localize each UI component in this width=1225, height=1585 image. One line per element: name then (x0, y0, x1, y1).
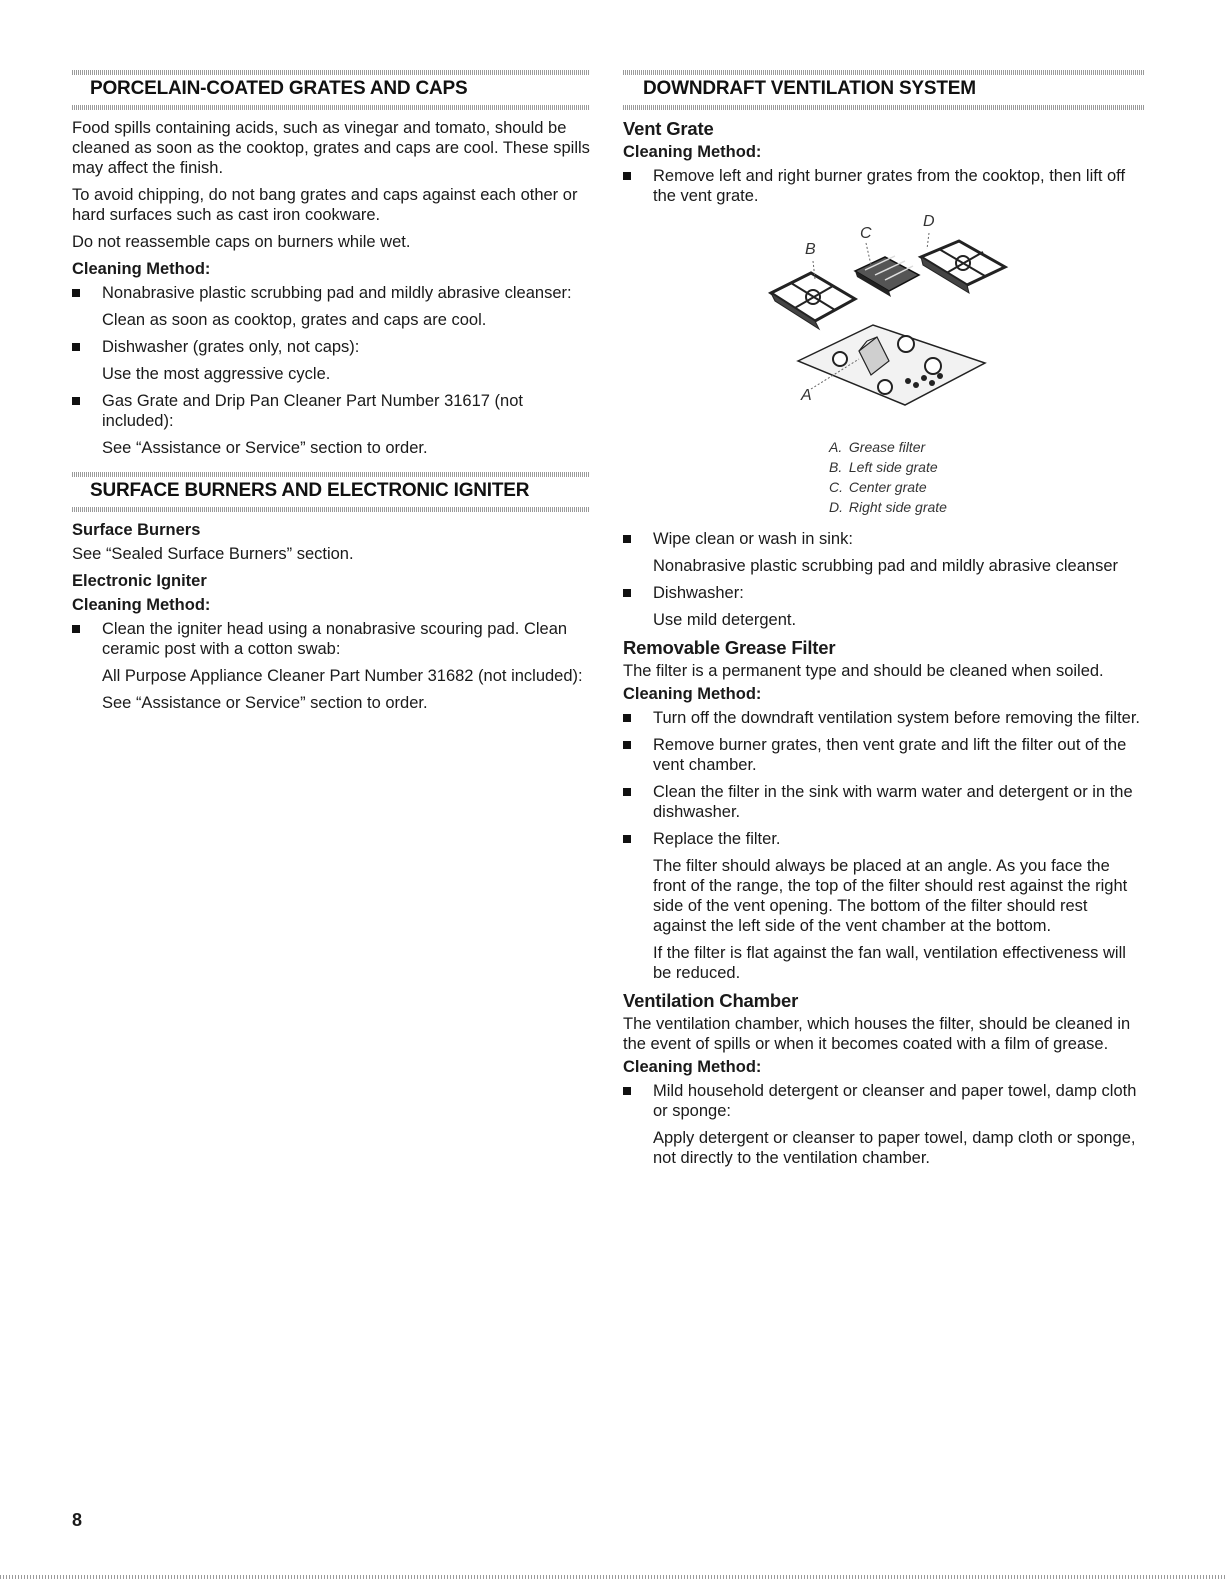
downdraft-figure (623, 213, 1145, 429)
indented-paragraph: Use the most aggressive cycle. (102, 365, 331, 383)
list-item (623, 782, 1145, 822)
right-column (623, 70, 1145, 1175)
burner (925, 358, 941, 374)
indented-paragraph: Clean as soon as cooktop, grates and caps are cool. (102, 311, 487, 329)
figure-letter-d: D (923, 213, 935, 230)
center-grate (855, 256, 919, 297)
indented-paragraph: See “Assistance or Service” section to order. (102, 694, 428, 712)
burner (833, 352, 847, 366)
bullet-list (623, 583, 1145, 603)
bullet-list (72, 619, 590, 659)
legend-item (829, 437, 1145, 457)
list-item (72, 391, 590, 431)
indented-paragraph: Apply detergent or cleanser to paper towel, damp cloth or sponge, not directly to the ventilation chamber. (653, 1129, 1136, 1167)
bullet-list (623, 166, 1145, 206)
bullet-list (72, 337, 590, 357)
leader-line-c (866, 243, 871, 265)
cooktop-illustration (623, 213, 1145, 429)
list-item-text: Remove left and right burner grates from the cooktop, then lift off the vent grate. (653, 167, 1126, 205)
left-column (72, 70, 590, 720)
list-item (72, 337, 590, 357)
list-item-text: Gas Grate and Drip Pan Cleaner Part Number 31617 (not included): (102, 392, 523, 430)
legend-text: Left side grate (848, 459, 938, 475)
list-item-text: Dishwasher: (653, 584, 744, 602)
cooktop-base (798, 325, 985, 405)
list-item-text: Replace the filter. (653, 830, 781, 848)
section-title: PORCELAIN-COATED GRATES AND CAPS (90, 78, 468, 99)
subheading-surface-burners: Surface Burners (72, 521, 201, 539)
list-item-text: Turn off the downdraft ventilation system before removing the filter. (653, 709, 1140, 727)
list-item (623, 829, 1145, 849)
paragraph: To avoid chipping, do not bang grates and caps against each other or hard surfaces such as cast iron cookware. (72, 186, 578, 224)
section-title: DOWNDRAFT VENTILATION SYSTEM (643, 78, 976, 99)
leader-line-d (927, 233, 929, 249)
section-title: SURFACE BURNERS AND ELECTRONIC IGNITER (90, 480, 530, 501)
list-item (623, 583, 1145, 603)
cleaning-method-label: Cleaning Method: (72, 596, 211, 614)
list-item (623, 708, 1145, 728)
cleaning-method-label: Cleaning Method: (623, 143, 762, 161)
indented-paragraph: Nonabrasive plastic scrubbing pad and mildly abrasive cleanser (653, 557, 1118, 575)
list-item-text: Clean the filter in the sink with warm water and detergent or in the dishwasher. (653, 783, 1133, 821)
indented-paragraph: All Purpose Appliance Cleaner Part Number 31682 (not included): (102, 667, 583, 685)
section-header-burners (72, 472, 590, 512)
figure-letter-c: C (860, 225, 872, 242)
paragraph: See “Sealed Surface Burners” section. (72, 545, 354, 563)
list-item (623, 1081, 1145, 1121)
list-item-text: Clean the igniter head using a nonabrasive scouring pad. Clean ceramic post with a cotton swab: (102, 620, 568, 658)
list-item-text: Remove burner grates, then vent grate and lift the filter out of the vent chamber. (653, 736, 1127, 774)
list-item-text: Nonabrasive plastic scrubbing pad and mildly abrasive cleanser: (102, 284, 572, 302)
legend-letter: B. (829, 459, 843, 475)
legend-text: Grease filter (848, 439, 926, 455)
figure-legend (623, 437, 1145, 517)
indented-paragraph: The filter should always be placed at an angle. As you face the front of the range, the top of the filter should rest against the right side of the vent opening. The bottom of the filter should rest against the left side of the vent chamber at the bottom. (653, 857, 1128, 935)
indented-paragraph: Use mild detergent. (653, 611, 797, 629)
list-item (623, 529, 1145, 549)
cleaning-method-label: Cleaning Method: (623, 685, 762, 703)
bottom-rule (0, 1575, 1225, 1579)
cleaning-method-label: Cleaning Method: (623, 1058, 762, 1076)
paragraph: Do not reassemble caps on burners while wet. (72, 233, 411, 251)
legend-item (829, 497, 1145, 517)
list-item-text: Mild household detergent or cleanser and paper towel, damp cloth or sponge: (653, 1082, 1137, 1120)
burner (898, 336, 914, 352)
bullet-list (72, 391, 590, 431)
legend-letter: A. (829, 439, 843, 455)
list-item (623, 735, 1145, 775)
indented-paragraph: See “Assistance or Service” section to order. (102, 439, 428, 457)
paragraph: Food spills containing acids, such as vinegar and tomato, should be cleaned as soon as the cooktop, grates and caps are cool. These spills may affect the finish. (72, 119, 590, 177)
subheading-ventilation-chamber: Ventilation Chamber (623, 990, 799, 1011)
bullet-list (623, 1081, 1145, 1121)
subheading-electronic-igniter: Electronic Igniter (72, 572, 207, 590)
burner (878, 380, 892, 394)
legend-text: Right side grate (848, 499, 947, 515)
list-item (72, 283, 590, 303)
list-item-text: Dishwasher (grates only, not caps): (102, 338, 360, 356)
legend-text: Center grate (848, 479, 927, 495)
indented-paragraph: If the filter is flat against the fan wall, ventilation effectiveness will be reduced. (653, 944, 1126, 982)
section-header-downdraft (623, 70, 1145, 110)
bullet-list (623, 708, 1145, 849)
legend-item (829, 477, 1145, 497)
left-side-grate (771, 273, 855, 329)
figure-letter-a: A (801, 387, 812, 404)
section-header-porcelain (72, 70, 590, 110)
legend-letter: C. (829, 479, 843, 495)
bullet-list (72, 283, 590, 303)
legend-item (829, 457, 1145, 477)
list-item-text: Wipe clean or wash in sink: (653, 530, 853, 548)
paragraph: The ventilation chamber, which houses the filter, should be cleaned in the event of spills or when it becomes coated with a film of grease. (623, 1015, 1131, 1053)
bullet-list (623, 529, 1145, 549)
page-number: 8 (72, 1510, 83, 1530)
subheading-grease-filter: Removable Grease Filter (623, 637, 836, 658)
paragraph: The filter is a permanent type and should be cleaned when soiled. (623, 662, 1104, 680)
cleaning-method-label: Cleaning Method: (72, 260, 211, 278)
subheading-vent-grate: Vent Grate (623, 118, 714, 139)
legend-letter: D. (829, 499, 843, 515)
list-item (72, 619, 590, 659)
figure-letter-b: B (805, 241, 816, 258)
list-item (623, 166, 1145, 206)
right-side-grate (921, 241, 1005, 293)
